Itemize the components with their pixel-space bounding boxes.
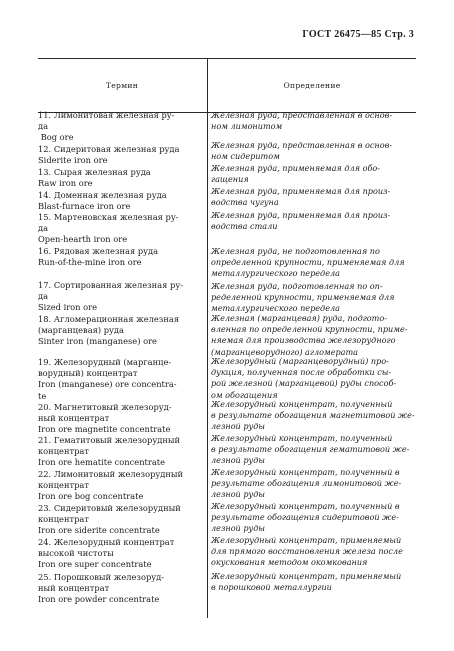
term-23: 23. Сидеритовый железорудный концентрат Iron ore siderite concentrate (38, 503, 181, 536)
definition-16: Железная руда, не подготовленная по определенной крупности, применяемая для металлургического передела (211, 246, 405, 279)
definition-23: Железорудный концентрат, полученный в результате обогащения сидеритовой же- лезной руды (211, 501, 400, 534)
column-header-term: Термин (105, 81, 139, 90)
definition-18: Железная (марганцевая) руда, подгото- вленная по определенной крупности, приме- няемая для производства железорудного (марганцеворудного) агломерата (211, 313, 408, 357)
definition-17: Железная руда, подготовленная по оп- ределенной крупности, применяемая для металлургического передела (211, 281, 395, 314)
definition-21: Железорудный концентрат, полученный в результате обогащения гематитовой же- лезной руды (211, 433, 410, 466)
table-column-divider (207, 58, 208, 618)
definition-11: Железная руда, представленная в основ- ном лимонитом (211, 110, 393, 132)
table-top-border (38, 58, 416, 59)
column-header-definition: Определение (283, 81, 341, 90)
definition-24: Железорудный концентрат, применяемый для прямого восстановления железа после окускования методом окомкования (211, 535, 403, 568)
definition-22: Железорудный концентрат, полученный в результате обогащения лимонитовой же- лезной руды (211, 467, 402, 500)
term-21: 21. Гематитовый железорудный концентрат Iron ore hematite concentrate (38, 435, 180, 468)
page-header: ГОСТ 26475—85 Стр. 3 (302, 29, 414, 40)
definition-20: Железорудный концентрат, полученный в результате обогащения магнетитовой же- лезной руды (211, 399, 415, 432)
term-14: 14. Доменная железная руда Blast-furnace iron ore (38, 190, 167, 212)
term-18: 18. Агломерационная железная (марганцевая) руда Sinter iron (manganese) ore (38, 314, 180, 347)
definition-13: Железная руда, применяемая для обо- гащения (211, 163, 380, 185)
term-13: 13. Сырая железная руда Raw iron ore (38, 167, 151, 189)
term-12: 12. Сидеритовая железная руда Siderite iron ore (38, 144, 180, 166)
term-25: 25. Порошковый железоруд- ный концентрат Iron ore powder concentrate (38, 572, 165, 605)
term-15: 15. Мартеновская железная ру- да Open-hearth iron ore (38, 212, 179, 245)
definition-14: Железная руда, применяемая для произ- водства чугуна (211, 186, 391, 208)
definition-15: Железная руда, применяемая для произ- водства стали (211, 210, 391, 232)
definition-19: Железорудный (марганцеворудный) про- дукция, полученная после обработки сы- рой железной (марганцевой) руды способ- ом обогащения (211, 356, 397, 400)
term-19: 19. Железорудный (марганце- ворудный) концентрат Iron (manganese) ore concentra- te (38, 357, 177, 401)
term-20: 20. Магнетитовый железоруд- ный концентрат Iron ore magnetite concentrate (38, 402, 172, 435)
term-17: 17. Сортированная железная ру- да Sized iron ore (38, 280, 184, 313)
definition-25: Железорудный концентрат, применяемый в порошковой металлургии (211, 571, 402, 593)
term-11: 11. Лимонитовая железная ру- да Bog ore (38, 110, 175, 143)
term-24: 24. Железорудный концентрат высокой чистоты Iron ore super concentrate (38, 537, 175, 570)
term-22: 22. Лимонитовый железорудный концентрат Iron ore bog concentrate (38, 469, 184, 502)
definition-12: Железная руда, представленная в основ- ном сидеритом (211, 140, 393, 162)
term-16: 16. Рядовая железная руда Run-of-the-mine iron ore (38, 246, 159, 268)
